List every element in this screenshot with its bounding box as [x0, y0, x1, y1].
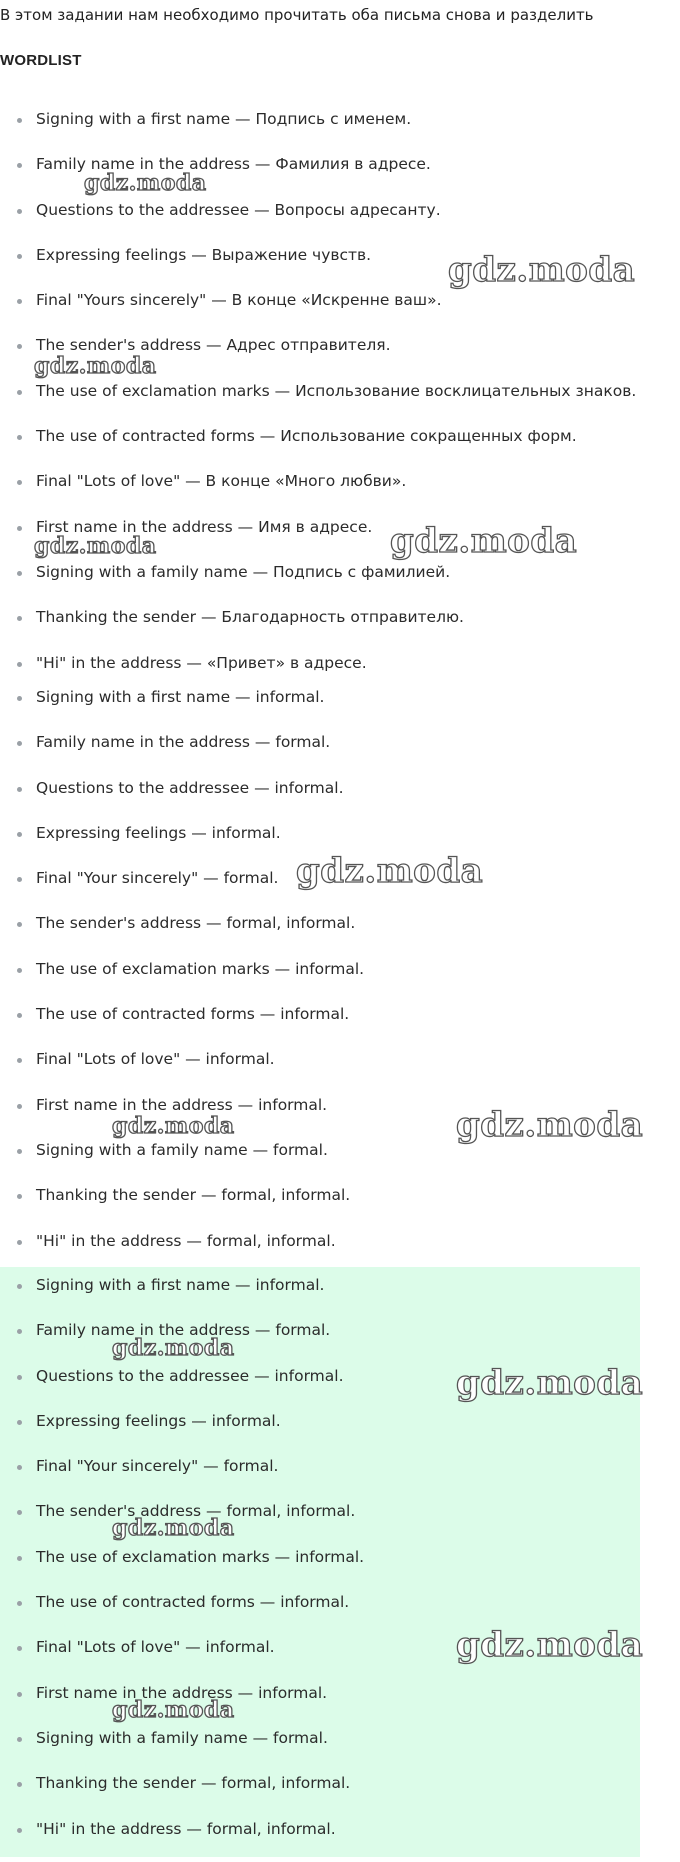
list-item-text: First name in the address — informal. [36, 1095, 328, 1114]
watermark: gdz.moda [34, 353, 157, 379]
list-item [0, 1540, 364, 1585]
bullet-icon [17, 435, 22, 440]
list-item [0, 1088, 364, 1133]
list-item [0, 374, 636, 419]
list-item-text: The use of contracted forms — informal. [36, 1593, 350, 1612]
list-item-text: Final "Your sincerely" — formal. [36, 1457, 279, 1476]
list-item [0, 1449, 364, 1494]
bullet-icon [17, 1737, 22, 1742]
list-item [0, 1766, 364, 1811]
list-item-text: Expressing feelings — informal. [36, 1411, 281, 1430]
list-item [0, 1812, 364, 1857]
bullet-icon [17, 1284, 22, 1289]
list-item [0, 147, 636, 192]
list-item-text: The use of exclamation marks — informal. [36, 959, 365, 978]
list-item [0, 725, 364, 770]
list-item-text: Final "Your sincerely" — formal. [36, 869, 279, 888]
bullet-icon [17, 571, 22, 576]
watermark: gdz.moda [112, 1697, 235, 1723]
list-item-text: Final "Lots of love" — informal. [36, 1050, 275, 1069]
bullet-icon [17, 1375, 22, 1380]
list-item [0, 193, 636, 238]
list-item [0, 1676, 364, 1721]
list-item-text: Final "Lots of love" — informal. [36, 1638, 275, 1657]
watermark: gdz.moda [112, 1113, 235, 1139]
list-item-text: Signing with a family name — formal. [36, 1728, 328, 1747]
list-item [0, 997, 364, 1042]
list-item [0, 419, 636, 464]
watermark: gdz.moda [456, 1105, 644, 1145]
list-item-text: The sender's address — formal, informal. [36, 1502, 356, 1521]
bullet-icon [17, 1510, 22, 1515]
bullet-icon [17, 662, 22, 667]
list-item-text: First name in the address — informal. [36, 1683, 328, 1702]
list-item-text: Expressing feelings — Выражение чувств. [36, 245, 372, 264]
list-item [0, 952, 364, 997]
list-item-text: Signing with a first name — informal. [36, 1276, 325, 1294]
list-item [0, 816, 364, 861]
bullet-icon [17, 1058, 22, 1063]
list-item-text: Questions to the addressee — Вопросы адресанту. [36, 200, 441, 219]
list-item [0, 1494, 364, 1539]
bullet-icon [17, 254, 22, 259]
bullet-icon [17, 1420, 22, 1425]
list-item-text: Signing with a first name — Подпись с именем. [36, 110, 412, 128]
list-item [0, 464, 636, 509]
list-item-text: "Hi" in the address — «Привет» в адресе. [36, 653, 367, 672]
list-item-text: "Hi" in the address — formal, informal. [36, 1819, 336, 1838]
list-item-text: Thanking the sender — formal, informal. [36, 1774, 351, 1793]
bullet-icon [17, 299, 22, 304]
watermark: gdz.moda [390, 521, 578, 561]
wordlist-answer-highlighted [0, 1268, 364, 1857]
bullet-icon [17, 1149, 22, 1154]
list-item [0, 238, 636, 283]
bullet-icon [17, 922, 22, 927]
list-item-text: The use of exclamation marks — informal. [36, 1547, 365, 1566]
list-item-text: First name in the address — Имя в адресе. [36, 517, 373, 536]
bullet-icon [17, 741, 22, 746]
bullet-icon [17, 344, 22, 349]
bullet-icon [17, 118, 22, 123]
list-item-text: Family name in the address — formal. [36, 1321, 331, 1340]
bullet-icon [17, 1465, 22, 1470]
list-item-text: Expressing feelings — informal. [36, 823, 281, 842]
list-item-text: Signing with a family name — Подпись с фамилией. [36, 562, 451, 581]
bullet-icon [17, 696, 22, 701]
list-item [0, 328, 636, 373]
wordlist-translations [0, 102, 636, 691]
bullet-icon [17, 1104, 22, 1109]
list-item-text: The sender's address — formal, informal. [36, 914, 356, 933]
list-item-text: Final "Lots of love" — В конце «Много любви». [36, 472, 407, 491]
list-item [0, 906, 364, 951]
watermark: gdz.moda [296, 851, 484, 891]
list-item [0, 1630, 364, 1675]
list-item-text: Thanking the sender — Благодарность отправителю. [36, 608, 464, 627]
bullet-icon [17, 787, 22, 792]
list-item [0, 1133, 364, 1178]
list-item [0, 600, 636, 645]
bullet-icon [17, 1329, 22, 1334]
list-item [0, 1404, 364, 1449]
list-item [0, 283, 636, 328]
intro-text: В этом задании нам необходимо прочитать оба письма снова и разделить [0, 6, 594, 24]
list-item [0, 771, 364, 816]
list-item-text: Family name in the address — Фамилия в адресе. [36, 155, 431, 174]
list-item [0, 680, 364, 725]
list-item [0, 1585, 364, 1630]
list-item [0, 510, 636, 555]
bullet-icon [17, 209, 22, 214]
list-item-text: The use of contracted forms — informal. [36, 1005, 350, 1024]
watermark: gdz.moda [456, 1363, 644, 1403]
bullet-icon [17, 1240, 22, 1245]
watermark: gdz.moda [34, 533, 157, 559]
bullet-icon [17, 163, 22, 168]
list-item-text: The sender's address — Адрес отправителя. [36, 336, 391, 355]
wordlist-heading: WORDLIST [0, 52, 82, 69]
list-item-text: Signing with a first name — informal. [36, 688, 325, 706]
list-item [0, 1178, 364, 1223]
list-item-text: Family name in the address — formal. [36, 733, 331, 752]
list-item-text: The use of contracted forms — Использование сокращенных форм. [36, 427, 577, 446]
list-item-text: Final "Yours sincerely" — В конце «Искренне ваш». [36, 291, 442, 310]
watermark: gdz.moda [448, 250, 636, 290]
watermark: gdz.moda [84, 170, 207, 196]
bullet-icon [17, 390, 22, 395]
list-item [0, 1313, 364, 1358]
bullet-icon [17, 1601, 22, 1606]
bullet-icon [17, 1013, 22, 1018]
list-item-text: Questions to the addressee — informal. [36, 778, 344, 797]
bullet-icon [17, 1782, 22, 1787]
bullet-icon [17, 616, 22, 621]
list-item [0, 555, 636, 600]
bullet-icon [17, 877, 22, 882]
list-item [0, 102, 636, 147]
watermark: gdz.moda [456, 1625, 644, 1665]
bullet-icon [17, 1828, 22, 1833]
bullet-icon [17, 1194, 22, 1199]
bullet-icon [17, 1556, 22, 1561]
list-item-text: "Hi" in the address — formal, informal. [36, 1231, 336, 1250]
list-item [0, 1042, 364, 1087]
list-item-text: Thanking the sender — formal, informal. [36, 1186, 351, 1205]
bullet-icon [17, 832, 22, 837]
bullet-icon [17, 1646, 22, 1651]
list-item [0, 861, 364, 906]
bullet-icon [17, 526, 22, 531]
list-item [0, 1268, 364, 1313]
bullet-icon [17, 1692, 22, 1697]
watermark: gdz.moda [112, 1515, 235, 1541]
list-item-text: Questions to the addressee — informal. [36, 1366, 344, 1385]
bullet-icon [17, 480, 22, 485]
list-item-text: The use of exclamation marks — Использование восклицательных знаков. [36, 381, 637, 400]
list-item-text: Signing with a family name — formal. [36, 1140, 328, 1159]
list-item [0, 1359, 364, 1404]
watermark: gdz.moda [112, 1335, 235, 1361]
list-item [0, 1224, 364, 1269]
wordlist-classification [0, 680, 364, 1269]
list-item [0, 1721, 364, 1766]
bullet-icon [17, 968, 22, 973]
